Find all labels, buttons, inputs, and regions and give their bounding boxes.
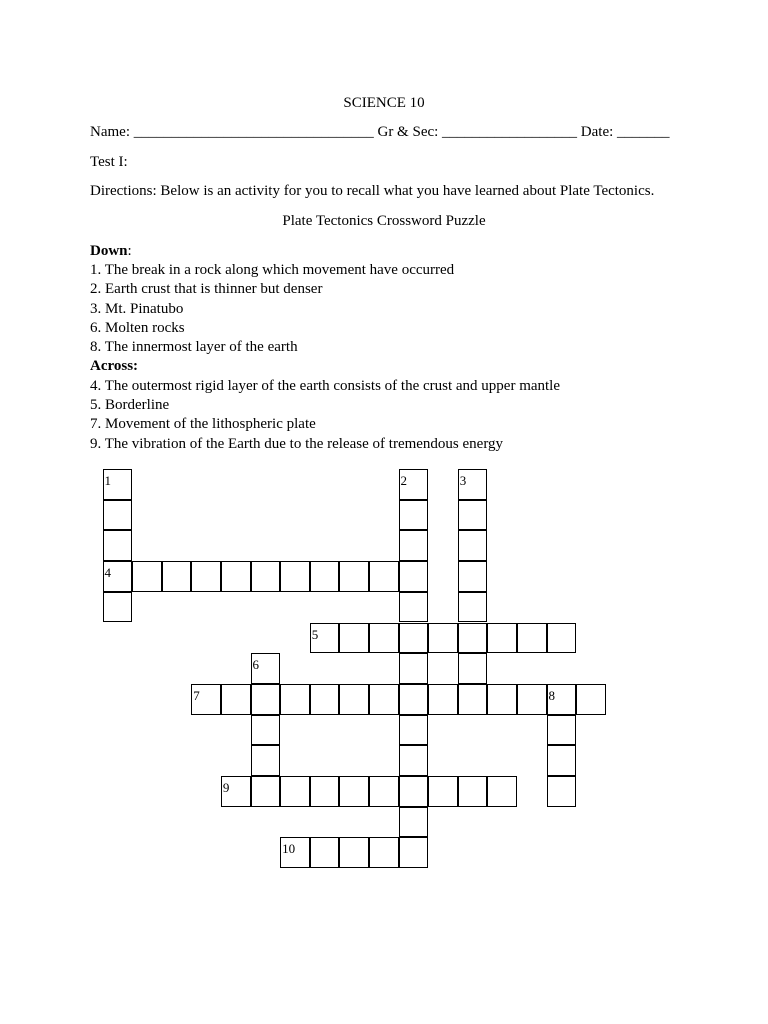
test-label: Test I: [90,154,128,170]
crossword-cell[interactable] [280,776,310,807]
crossword-cell[interactable] [310,623,340,654]
crossword-cell[interactable] [251,561,281,592]
directions-text: Directions: Below is an activity for you to recall what you have learned about Plate Tectonics. [90,183,655,199]
crossword-cell[interactable] [251,684,281,715]
crossword-cell[interactable] [369,776,399,807]
crossword-cell[interactable] [221,561,251,592]
clue-number: 10 [282,841,296,857]
down-colon: : [127,243,132,259]
crossword-cell[interactable] [251,653,281,684]
crossword-cell[interactable] [103,561,133,592]
crossword-cell[interactable] [103,500,133,531]
crossword-cell[interactable] [310,561,340,592]
crossword-cell[interactable] [458,469,488,500]
crossword-cell[interactable] [399,623,429,654]
crossword-cell[interactable] [399,653,429,684]
down-clue: 1. The break in a rock along which movement have occurred [90,262,455,278]
clue-number: 4 [104,565,111,581]
crossword-cell[interactable] [162,561,192,592]
crossword-cell[interactable] [517,623,547,654]
crossword-cell[interactable] [191,684,221,715]
crossword-cell[interactable] [399,469,429,500]
clue-number: 1 [104,473,111,488]
crossword-cell[interactable] [280,684,310,715]
crossword-cell[interactable] [547,715,577,746]
subject-title: SCIENCE 10 [343,95,425,111]
crossword-cell[interactable] [280,837,310,868]
crossword-cell[interactable] [458,684,488,715]
down-clue: 3. Mt. Pinatubo [90,301,184,317]
crossword-cell[interactable] [399,500,429,531]
crossword-cell[interactable] [428,684,458,715]
crossword-cell[interactable] [399,715,429,746]
crossword-cell[interactable] [221,684,251,715]
crossword-cell[interactable] [369,684,399,715]
crossword-cell[interactable] [487,776,517,807]
clue-number: 8 [548,687,555,703]
crossword-cell[interactable] [399,807,429,838]
down-clue: 8. The innermost layer of the earth [90,339,298,355]
crossword-cell[interactable] [458,776,488,807]
crossword-cell[interactable] [310,776,340,807]
crossword-cell[interactable] [399,776,429,807]
across-clue: 9. The vibration of the Earth due to the release of tremendous energy [90,436,504,452]
crossword-cell[interactable] [458,653,488,684]
crossword-cell[interactable] [339,684,369,715]
clue-number: 5 [311,626,319,642]
clue-number: 7 [193,687,200,703]
clue-number: 2 [400,473,407,488]
crossword-cell[interactable] [251,745,281,776]
crossword-cell[interactable] [251,715,281,746]
clue-number: 9 [222,780,230,795]
crossword-cell[interactable] [547,745,577,776]
crossword-cell[interactable] [428,776,458,807]
crossword-cell[interactable] [458,592,488,623]
crossword-cell[interactable] [487,623,517,654]
crossword-cell[interactable] [132,561,162,592]
crossword-cell[interactable] [339,623,369,654]
across-clue: 4. The outermost rigid layer of the earth consists of the crust and upper mantle [90,378,561,394]
crossword-cell[interactable] [103,592,133,623]
crossword-cell[interactable] [369,561,399,592]
crossword-cell[interactable] [369,837,399,868]
crossword-cell[interactable] [339,776,369,807]
crossword-cell[interactable] [399,530,429,561]
puzzle-title: Plate Tectonics Crossword Puzzle [282,213,486,229]
down-clue: 2. Earth crust that is thinner but denser [90,281,323,297]
across-clue: 7. Movement of the lithospheric plate [90,416,316,432]
crossword-cell[interactable] [458,500,488,531]
crossword-cell[interactable] [280,561,310,592]
crossword-cell[interactable] [339,561,369,592]
crossword-cell[interactable] [547,776,577,807]
down-label: Down [90,243,128,259]
crossword-cell[interactable] [399,684,429,715]
crossword-cell[interactable] [547,684,577,715]
crossword-cell[interactable] [458,623,488,654]
student-info-line: Name: ________________________________ Gr & Sec: __________________ Date: _______ [90,124,670,140]
crossword-cell[interactable] [517,684,547,715]
crossword-cell[interactable] [487,684,517,715]
crossword-cell[interactable] [103,530,133,561]
crossword-cell[interactable] [399,745,429,776]
down-heading [90,242,132,261]
across-clue: 5. Borderline [90,397,170,413]
crossword-cell[interactable] [399,561,429,592]
crossword-cell[interactable] [339,837,369,868]
crossword-cell[interactable] [576,684,606,715]
crossword-cell[interactable] [428,623,458,654]
crossword-cell[interactable] [458,561,488,592]
crossword-cell[interactable] [191,561,221,592]
clue-number: 3 [459,473,467,488]
crossword-cell[interactable] [399,837,429,868]
crossword-cell[interactable] [221,776,251,807]
crossword-cell[interactable] [103,469,133,500]
crossword-cell[interactable] [458,530,488,561]
across-heading: Across: [90,358,139,374]
crossword-cell[interactable] [251,776,281,807]
down-clue: 6. Molten rocks [90,320,185,336]
crossword-cell[interactable] [310,837,340,868]
crossword-cell[interactable] [399,592,429,623]
crossword-cell[interactable] [547,623,577,654]
crossword-cell[interactable] [369,623,399,654]
crossword-cell[interactable] [310,684,340,715]
clue-number: 6 [252,657,259,673]
